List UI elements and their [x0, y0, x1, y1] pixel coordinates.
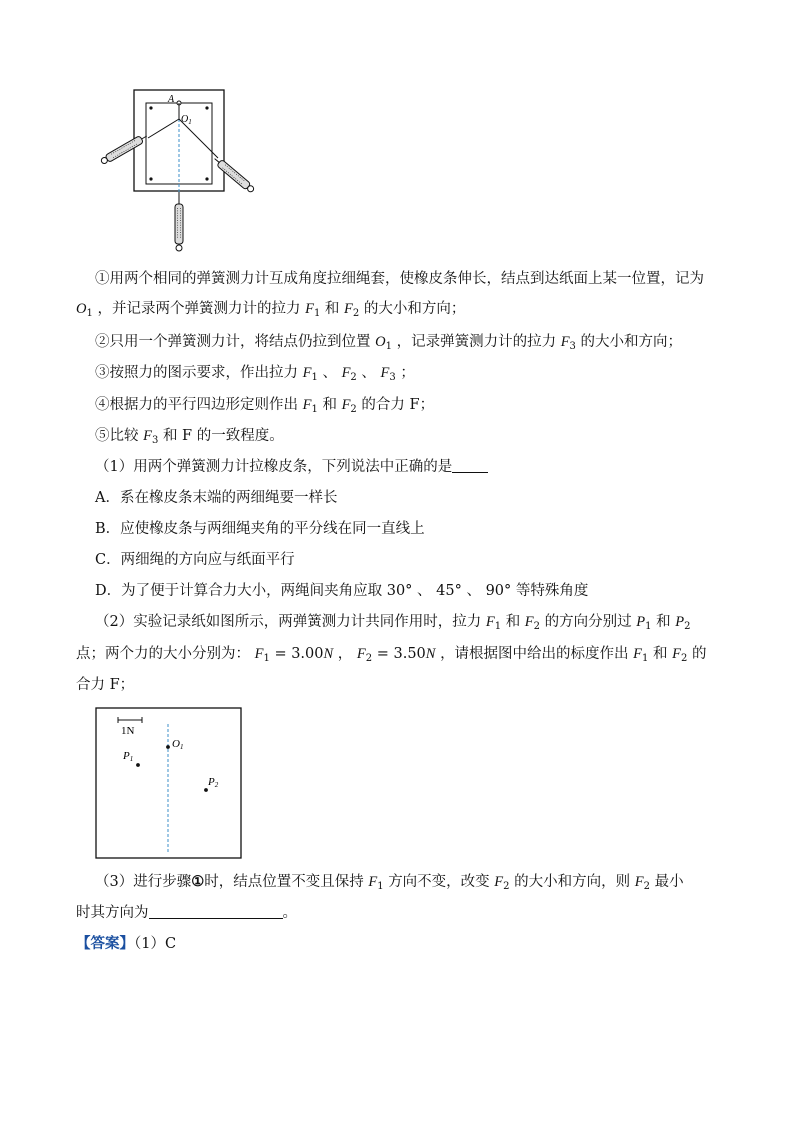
question-1-stem: （1）用两个弹簧测力计拉橡皮条，下列说法中正确的是	[95, 457, 488, 477]
point-o1	[166, 745, 170, 749]
answer-text: （1）C	[134, 936, 177, 952]
label-o1: $O_1$	[181, 114, 192, 126]
option-c: C．两细绳的方向应与纸面平行	[95, 552, 295, 568]
step-2: ②只用一个弹簧测力计，将结点仍拉到位置 $O_1$ ，记录弹簧测力计的拉力 $F_3$ 的大小和方向；	[95, 334, 683, 352]
recording-paper-figure	[94, 706, 244, 860]
answer-blank[interactable]	[149, 918, 283, 919]
pin	[149, 106, 152, 109]
step-4: ④根据力的平行四边形定则作出 $F_1$ 和 $F_2$ 的合力 F；	[95, 397, 435, 415]
question-3-line-1: （3）进行步骤①时，结点位置不变且保持 $F_1$ 方向不变，改变 $F_2$ 的大小和方向，则 $F_2$ 最小	[95, 873, 684, 892]
step-5: ⑤比较 $F_3$ 和 F 的一致程度。	[95, 428, 284, 446]
pin	[205, 177, 208, 180]
scale-label: 1N	[121, 725, 135, 737]
option-a: A．系在橡皮条末端的两细绳要一样长	[95, 490, 338, 506]
scale-bar	[118, 717, 142, 723]
step-1-line-2: $O_1$ ，并记录两个弹簧测力计的拉力 $F_1$ 和 $F_2$ 的大小和方向；	[76, 301, 466, 319]
label-p2: P2	[208, 776, 219, 789]
step-1-line-1: ①用两个相同的弹簧测力计互成角度拉细绳套，使橡皮条伸长，结点到达纸面上某一位置，记为	[95, 271, 704, 287]
label-p1: P1	[123, 750, 134, 763]
step-3: ③按照力的图示要求，作出拉力 $F_1$ 、 $F_2$ 、 $F_3$ ；	[95, 365, 415, 383]
experiment-setup-figure	[96, 86, 266, 256]
spring-scale-right	[212, 156, 255, 194]
question-2-line-1: （2）实验记录纸如图所示，两弹簧测力计共同作用时，拉力 $F_1$ 和 $F_2$ 的方向分别过 $P_1$ 和 $P_2$	[95, 614, 691, 632]
string-left	[148, 119, 179, 138]
answer-blank[interactable]	[452, 472, 488, 473]
point-p2	[204, 788, 208, 792]
label-a: A	[168, 94, 175, 105]
pin	[149, 177, 152, 180]
question-2-line-3: 合力 F；	[76, 677, 135, 693]
pin	[205, 106, 208, 109]
question-3-line-2: 时其方向为 。	[76, 905, 297, 921]
answer-label: 【答案】	[76, 935, 134, 952]
question-2-line-2: 点；两个力的大小分别为： $F_1 = 3.00N$ ， $F_2 = 3.50N$ ，请根据图中给出的标度作出 $F_1$ 和 $F_2$ 的	[76, 646, 707, 664]
point-p1	[136, 763, 140, 767]
option-b: B．应使橡皮条与两细绳夹角的平分线在同一直线上	[95, 521, 425, 537]
option-d: D．为了便于计算合力大小，两绳间夹角应取 30° 、 45° 、 90° 等特殊角度	[95, 583, 589, 599]
answer-line	[76, 934, 176, 954]
spring-scale-left	[100, 133, 149, 166]
label-o1: O1	[172, 738, 184, 751]
spring-scale-bottom	[175, 192, 183, 251]
